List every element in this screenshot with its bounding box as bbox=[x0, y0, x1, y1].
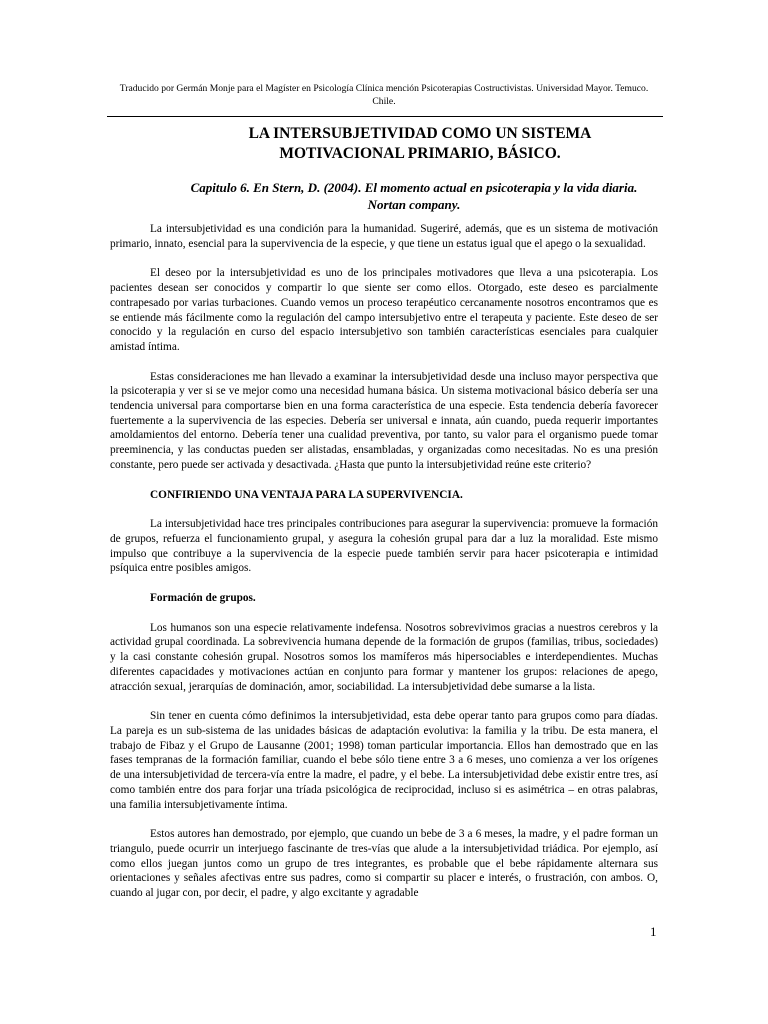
paragraph: La intersubjetividad hace tres principales contribuciones para asegurar la supervivencia: promueve la formación de grupos, refuerza el funcionamiento grupal, y asegura la cohesión grupal para dar a luz la moralidad. Este mismo impulso que contribuye a la supervivencia de la especie puede también servir para hacer psicoterapia e intimidad psíquica entre posibles amigos. bbox=[110, 518, 658, 575]
page-header: Traducido por Germán Monje para el Magíster en Psicología Clínica mención Psicoterapias Costructivistas. Universidad Mayor. Temuco. Chile. bbox=[119, 83, 649, 107]
paragraph: Sin tener en cuenta cómo definimos la intersubjetividad, esta debe operar tanto para grupos como para díadas. La pareja es un sub-sistema de las unidades básicas de adaptación evolutiva: la familia y la tribu. De esta manera, el trabajo de Fibaz y el Grupo de Lausanne (2001; 1998) toman particular importancia. Ellos han demostrado que en las fases tempranas de la formación familiar, cuando el bebe sólo tiene entre 3 a 6 meses, uno comienza a ver los orígenes de una intersubjetividad de tercera-vía entre la madre, el padre, y el bebe. La intersubjetividad debe existir entre tres, así como también entre dos para forjar una tríada psicológica de reciprocidad, incluso si es asimétrica – en otras palabras, una familia intersubjetivamente íntima. bbox=[110, 710, 658, 811]
paragraph: La intersubjetividad es una condición para la humanidad. Sugeriré, además, que es un sistema de motivación primario, innato, esencial para la supervivencia de la especie, y que tiene un estatus igual que el apego o la sexualidad. bbox=[110, 223, 658, 250]
subsection-heading: Formación de grupos. bbox=[150, 592, 256, 605]
paragraph: Estos autores han demostrado, por ejemplo, que cuando un bebe de 3 a 6 meses, la madre, y el padre forman un triangulo, puede ocurrir un interjuego fascinante de tres-vías que alude a la intersubjetividad triádica. Por ejemplo, así como ellos juegan juntos como un grupo de tres integrantes, es probable que el bebe rápidamente alternara sus orientaciones y señales afectivas entre sus padres, como si compartir su placer e interés, o frustración, con ambos. O, cuando al jugar con, por decir, el padre, y algo excitante y agradable bbox=[110, 828, 658, 900]
title-line-2: MOTIVACIONAL PRIMARIO, BÁSICO. bbox=[279, 145, 561, 162]
document-subtitle: Capitulo 6. En Stern, D. (2004). El momento actual en psicoterapia y la vida diaria. Nortan company. bbox=[190, 180, 638, 212]
paragraph: El deseo por la intersubjetividad es uno de los principales motivadores que lleva a una psicoterapia. Los pacientes desean ser conocidos y compartir lo que siente ser como ellos. Otorgado, este deseo es parcialmente contrapesado por varias turbaciones. Cuando vemos un proceso terapéutico cercanamente nosotros encontramos que es se entiende más fácilmente como la regulación del campo intersubjetivo entre el terapeuta y paciente. Este deseo de ser conocido y la regulación en curso del espacio intersubjetivo son también características esenciales para cualquier amistad íntima. bbox=[110, 267, 658, 353]
header-rule bbox=[107, 116, 663, 117]
paragraph: Estas consideraciones me han llevado a examinar la intersubjetividad desde una incluso mayor perspectiva que la psicoterapia y ver si se ve mejor como una necesidad humana básica. Un sistema motivacional básico debería ser una tendencia universal para comportarse bien en una forma característica de una especie. Esta tendencia debería favorecer fuertemente a la supervivencia de las especies. Debería ser universal e innata, aún cuando, pueda requerir importantes amoldamientos del entorno. Debería tener una cualidad preventiva, por tanto, su valor para el organismo puede tomar preeminencia, y las conductas pueden ser alistadas, ensambladas, y organizadas como necesitadas. No es una presión constante, pero puede ser activada y desactivada. ¿Hasta que punto la intersubjetividad reúne este criterio? bbox=[110, 370, 658, 471]
title-line-1: LA INTERSUBJETIVIDAD COMO UN SISTEMA bbox=[248, 125, 592, 142]
page-number: 1 bbox=[650, 924, 657, 939]
section-heading: CONFIRIENDO UNA VENTAJA PARA LA SUPERVIVENCIA. bbox=[150, 488, 463, 501]
document-body bbox=[110, 222, 658, 916]
paragraph: Los humanos son una especie relativamente indefensa. Nosotros sobrevivimos gracias a nuestros cerebros y la actividad grupal coordinada. La sobrevivencia humana depende de la formación de grupos (familias, tribus, sociedades) y la casi constante cohesión grupal. Nosotros somos los mamíferos más hipersociables e interdependientes. Muchas diferentes capacidades y motivaciones actúan en conjunto para formar y mantener los grupos: relaciones de apego, atracción sexual, jerarquías de dominación, amor, sociabilidad. La intersubjetividad debe sumarse a la lista. bbox=[110, 621, 658, 693]
document-title bbox=[150, 124, 680, 164]
